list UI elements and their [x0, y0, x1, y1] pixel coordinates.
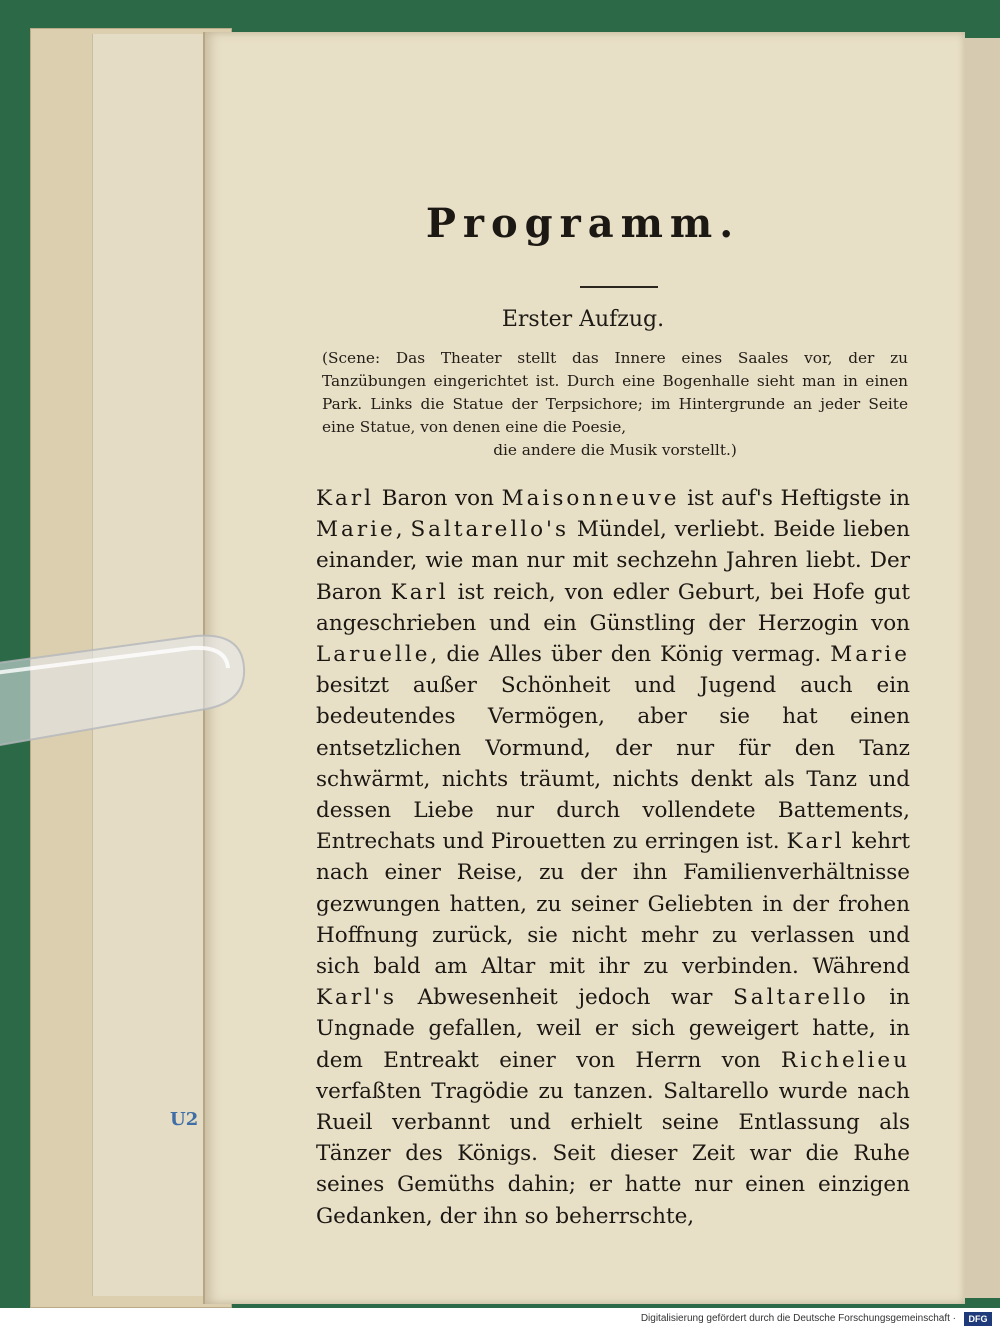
margin-mark: U2 — [170, 1109, 199, 1130]
act-heading: Erster Aufzug. — [501, 307, 665, 332]
body-text-segment: verfaßten Tragödie zu tanzen. Saltarello wurde nach Rueil verbannt und erhielt seine Entlassung als Tänzer des Königs. Seit dieser Zeit war die Ruhe seines Gemüths dahin; er hatte nur einen einzigen Gedanken, der ihn so beherrschte, — [316, 1078, 910, 1229]
footer-credit: Digitalisierung gefördert durch die Deutsche Forschungsgemeinschaft · — [640, 1313, 956, 1324]
dfg-logo: DFG — [964, 1312, 992, 1326]
spaced-name: Maisonneuve — [501, 486, 680, 511]
spaced-name: Karl — [786, 829, 845, 855]
body-text-segment: besitzt außer Schönheit und Jugend auch ein bedeutendes Vermögen, aber sie hat einen entsetzlichen Vormund, der nur für den Tanz schwärmt, nichts träumt, nichts denkt als Tanz und dessen Liebe nur durch vollendete Battements, Entrechats und Pirouetten zu erringen ist. — [316, 673, 910, 855]
body-text-segment: Abwesenheit jedoch war — [396, 985, 734, 1011]
page-edge-right — [960, 38, 1000, 1298]
body-text-segment: , die Alles über den König vermag. — [430, 642, 831, 668]
scene-text: (Scene: Das Theater stellt das Innere eines Saales vor, der zu Tanzübungen eingerichtet ist. Durch eine Bogenhalle sieht man in einen Park. Links die Statue der Terpsichore; im Hintergrunde an jeder Seite eine Statue, von denen eine die Poesie, — [322, 349, 908, 436]
spaced-name: Laruelle — [316, 642, 431, 668]
spaced-name: Karl — [316, 486, 375, 511]
title-rule — [580, 286, 658, 288]
scene-description — [322, 347, 908, 462]
spaced-name: Saltarello — [733, 985, 869, 1011]
body-text-segment: ist reich, von edler Geburt, bei Hofe gut angeschrieben und ein Günstling der Herzogin von — [316, 579, 910, 636]
body-text-segment: , — [395, 517, 411, 543]
glass-clip — [0, 606, 260, 756]
body-paragraph — [316, 483, 910, 1232]
body-text-segment: Mündel, verliebt. Beide lieben einander, wie man nur mit sechzehn Jahren liebt. Der Baron — [316, 517, 910, 605]
body-text-segment: kehrt nach einer Reise, zu der ihn Familienverhältnisse gezwungen hatten, zu seiner Geliebten in der frohen Hoffnung zurück, sie nicht mehr zu verlassen und sich bald am Altar mit ihr zu verbinden. Während — [316, 829, 910, 980]
body-text-segment: Baron von — [374, 486, 502, 511]
scene-last-line: die andere die Musik vorstellt.) — [493, 441, 737, 459]
body-text-segment: in Ungnade gefallen, weil er sich geweigert hatte, in dem Entreakt einer von Herrn von — [316, 985, 910, 1073]
page-title: Programm. — [425, 200, 741, 247]
spaced-name: Richelieu — [781, 1047, 910, 1073]
spaced-name: Saltarello's — [410, 517, 569, 543]
body-text-segment: ist auf's Heftigste in — [679, 486, 910, 511]
spaced-name: Karl — [390, 579, 449, 605]
spaced-name: Karl's — [316, 985, 397, 1011]
spaced-name: Marie — [316, 517, 396, 543]
spaced-name: Marie — [830, 642, 910, 668]
